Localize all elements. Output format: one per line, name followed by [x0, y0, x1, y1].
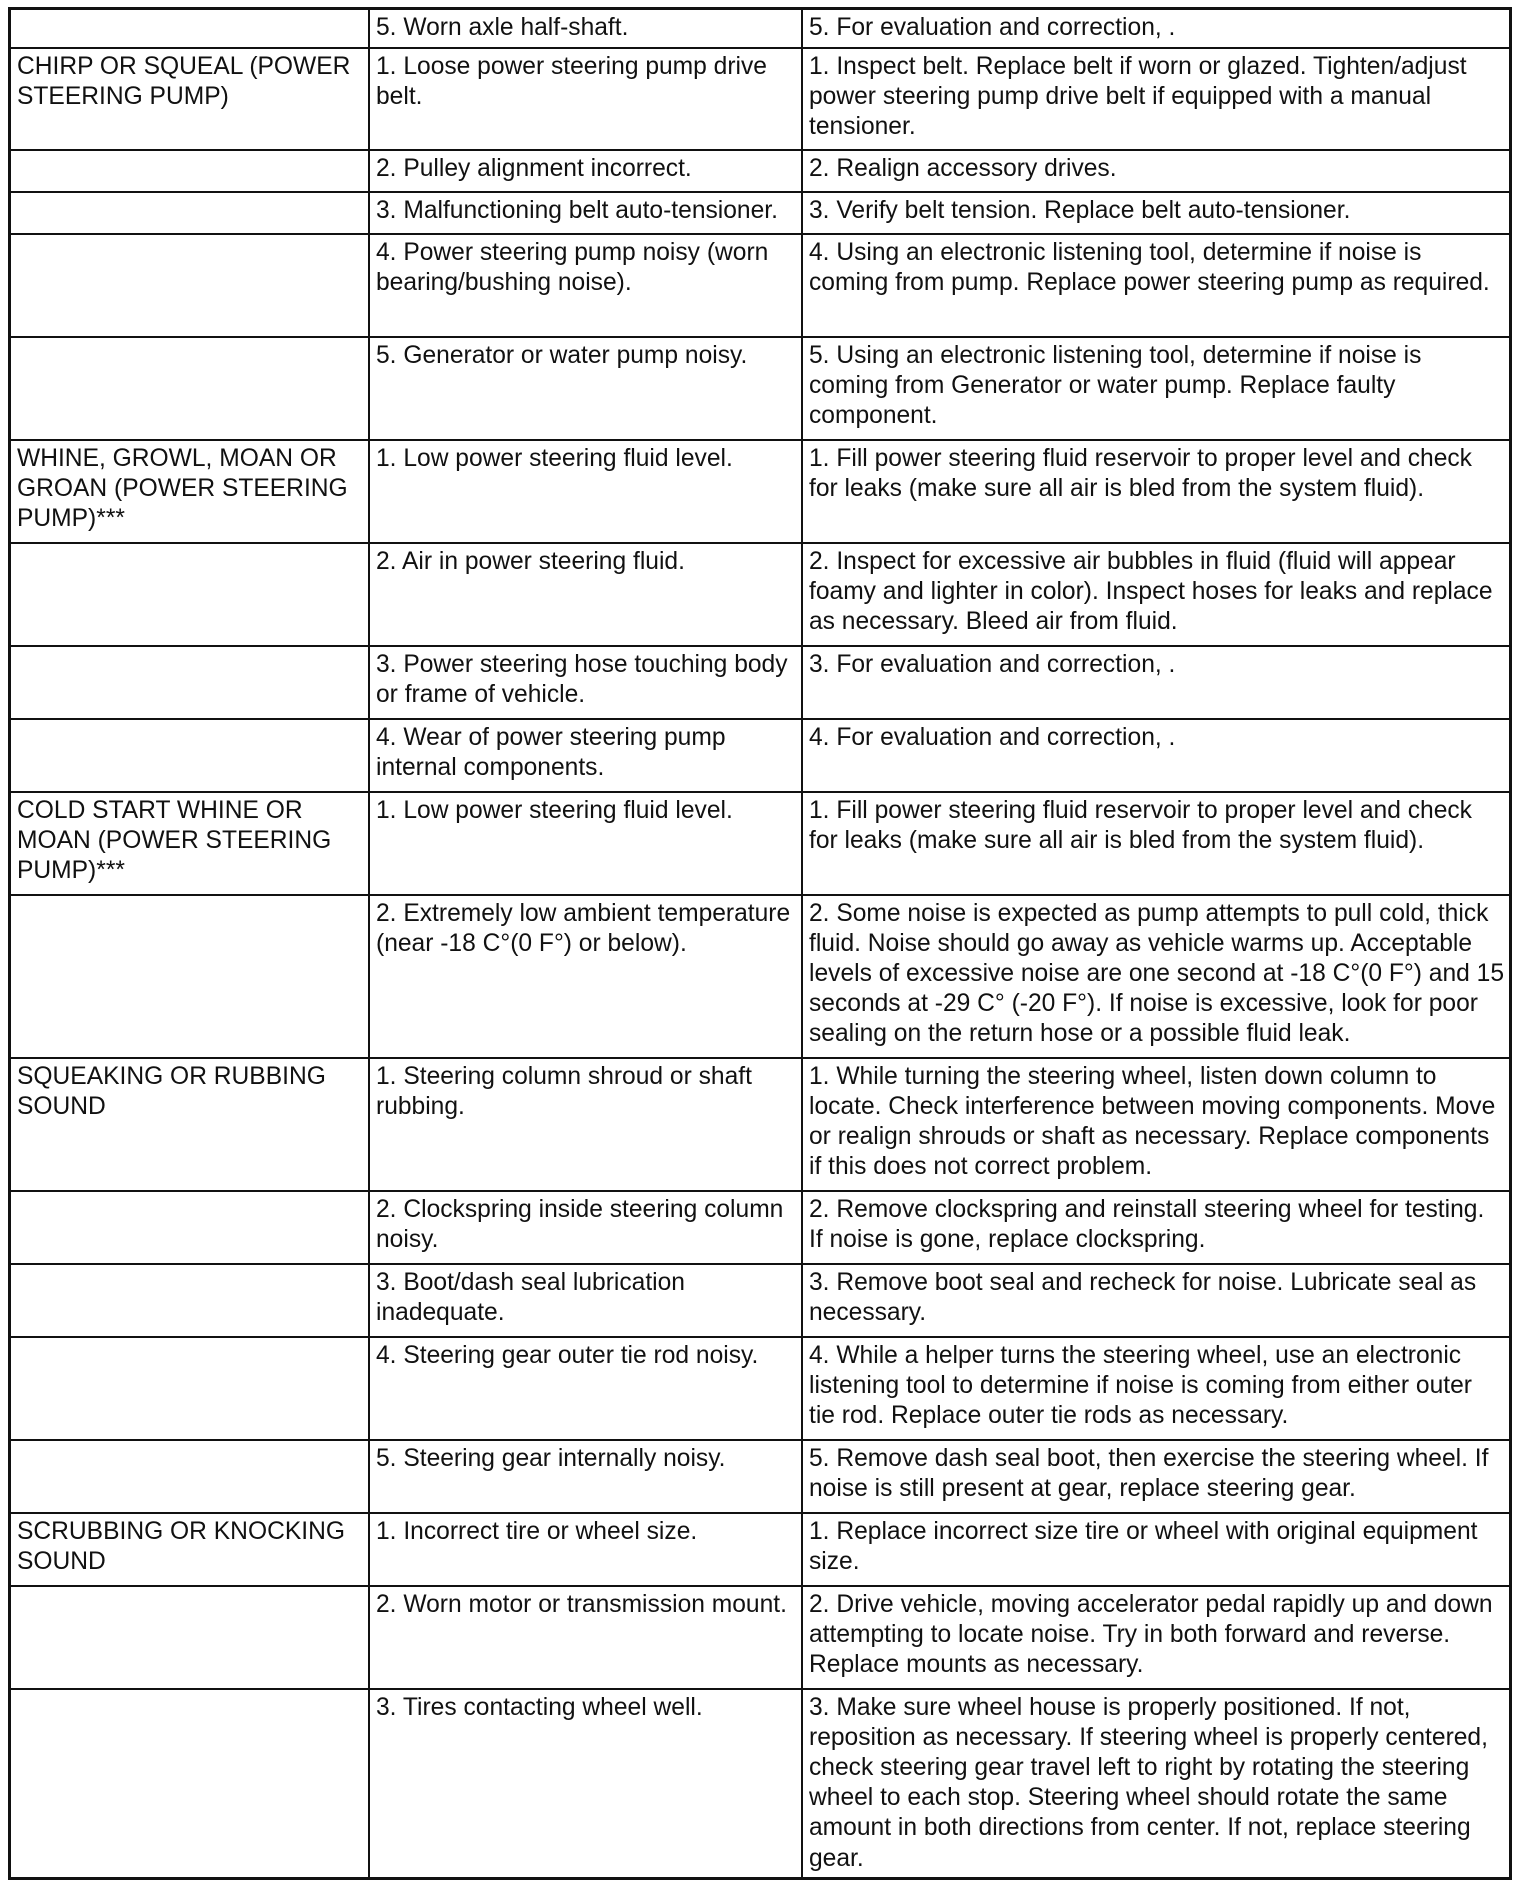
- cause-cell: 4. Steering gear outer tie rod noisy.: [369, 1337, 802, 1440]
- table-row: [10, 1191, 1511, 1264]
- table-row: [10, 150, 1511, 192]
- table-row: [10, 1689, 1511, 1879]
- cause-cell: 2. Worn motor or transmission mount.: [369, 1586, 802, 1689]
- table-row: [10, 337, 1511, 440]
- condition-cell: [10, 1337, 370, 1440]
- correction-cell: 5. Using an electronic listening tool, determine if noise is coming from Generator or water pump. Replace faulty component.: [802, 337, 1511, 440]
- correction-cell: 1. While turning the steering wheel, listen down column to locate. Check interference between moving components. Move or realign shrouds or shaft as necessary. Replace components if this does not correct problem.: [802, 1058, 1511, 1191]
- cause-cell: 4. Power steering pump noisy (worn bearing/bushing noise).: [369, 234, 802, 337]
- cause-cell: 2. Pulley alignment incorrect.: [369, 150, 802, 192]
- table-row: [10, 48, 1511, 150]
- table-row: [10, 1586, 1511, 1689]
- condition-cell: [10, 895, 370, 1058]
- condition-cell: WHINE, GROWL, MOAN OR GROAN (POWER STEERING PUMP)***: [10, 440, 370, 543]
- correction-cell: 1. Inspect belt. Replace belt if worn or glazed. Tighten/adjust power steering pump drive belt if equipped with a manual tensioner.: [802, 48, 1511, 150]
- correction-cell: 1. Replace incorrect size tire or wheel with original equipment size.: [802, 1513, 1511, 1586]
- correction-cell: 3. Make sure wheel house is properly positioned. If not, reposition as necessary. If steering wheel is properly centered, check steering gear travel left to right by rotating the steering wheel to each stop. Steering wheel should rotate the same amount in both directions from center. If not, replace steering gear.: [802, 1689, 1511, 1879]
- condition-cell: [10, 1689, 370, 1879]
- condition-cell: [10, 150, 370, 192]
- cause-cell: 1. Steering column shroud or shaft rubbing.: [369, 1058, 802, 1191]
- table-row: [10, 1440, 1511, 1513]
- condition-cell: [10, 234, 370, 337]
- correction-cell: 2. Inspect for excessive air bubbles in fluid (fluid will appear foamy and lighter in color). Inspect hoses for leaks and replace as necessary. Bleed air from fluid.: [802, 543, 1511, 646]
- correction-cell: 1. Fill power steering fluid reservoir to proper level and check for leaks (make sure all air is bled from the system fluid).: [802, 792, 1511, 895]
- table-row: [10, 1058, 1511, 1191]
- correction-cell: 4. While a helper turns the steering wheel, use an electronic listening tool to determine if noise is coming from either outer tie rod. Replace outer tie rods as necessary.: [802, 1337, 1511, 1440]
- table-body: [10, 9, 1511, 1879]
- cause-cell: 2. Clockspring inside steering column noisy.: [369, 1191, 802, 1264]
- table-row: [10, 646, 1511, 719]
- condition-cell: SQUEAKING OR RUBBING SOUND: [10, 1058, 370, 1191]
- cause-cell: 5. Worn axle half-shaft.: [369, 9, 802, 48]
- condition-cell: [10, 1586, 370, 1689]
- table-row: [10, 234, 1511, 337]
- condition-cell: COLD START WHINE OR MOAN (POWER STEERING PUMP)***: [10, 792, 370, 895]
- cause-cell: 3. Tires contacting wheel well.: [369, 1689, 802, 1879]
- table-row: [10, 192, 1511, 234]
- condition-cell: [10, 719, 370, 792]
- table-row: [10, 1513, 1511, 1586]
- diagnosis-table: [8, 7, 1512, 1880]
- condition-cell: CHIRP OR SQUEAL (POWER STEERING PUMP): [10, 48, 370, 150]
- condition-cell: [10, 1440, 370, 1513]
- table-row: [10, 9, 1511, 48]
- table-row: [10, 543, 1511, 646]
- correction-cell: 1. Fill power steering fluid reservoir to proper level and check for leaks (make sure all air is bled from the system fluid).: [802, 440, 1511, 543]
- table-row: [10, 792, 1511, 895]
- correction-cell: 2. Remove clockspring and reinstall steering wheel for testing. If noise is gone, replace clockspring.: [802, 1191, 1511, 1264]
- condition-cell: [10, 337, 370, 440]
- cause-cell: 1. Low power steering fluid level.: [369, 792, 802, 895]
- cause-cell: 3. Power steering hose touching body or frame of vehicle.: [369, 646, 802, 719]
- cause-cell: 2. Extremely low ambient temperature (near -18 C°(0 F°) or below).: [369, 895, 802, 1058]
- cause-cell: 2. Air in power steering fluid.: [369, 543, 802, 646]
- correction-cell: 2. Some noise is expected as pump attempts to pull cold, thick fluid. Noise should go away as vehicle warms up. Acceptable levels of excessive noise are one second at -18 C°(0 F°) and 15 seconds at -29 C° (-20 F°). If noise is excessive, look for poor sealing on the return hose or a possible fluid leak.: [802, 895, 1511, 1058]
- condition-cell: [10, 9, 370, 48]
- cause-cell: 5. Steering gear internally noisy.: [369, 1440, 802, 1513]
- cause-cell: 5. Generator or water pump noisy.: [369, 337, 802, 440]
- table-row: [10, 1264, 1511, 1337]
- correction-cell: 3. For evaluation and correction, .: [802, 646, 1511, 719]
- table-row: [10, 719, 1511, 792]
- condition-cell: [10, 1264, 370, 1337]
- correction-cell: 4. For evaluation and correction, .: [802, 719, 1511, 792]
- condition-cell: [10, 1191, 370, 1264]
- table-row: [10, 1337, 1511, 1440]
- condition-cell: SCRUBBING OR KNOCKING SOUND: [10, 1513, 370, 1586]
- correction-cell: 4. Using an electronic listening tool, determine if noise is coming from pump. Replace power steering pump as required.: [802, 234, 1511, 337]
- correction-cell: 2. Realign accessory drives.: [802, 150, 1511, 192]
- condition-cell: [10, 192, 370, 234]
- cause-cell: 4. Wear of power steering pump internal components.: [369, 719, 802, 792]
- correction-cell: 2. Drive vehicle, moving accelerator pedal rapidly up and down attempting to locate noise. Try in both forward and reverse. Replace mounts as necessary.: [802, 1586, 1511, 1689]
- table-row: [10, 440, 1511, 543]
- cause-cell: 3. Boot/dash seal lubrication inadequate.: [369, 1264, 802, 1337]
- correction-cell: 3. Remove boot seal and recheck for noise. Lubricate seal as necessary.: [802, 1264, 1511, 1337]
- cause-cell: 1. Low power steering fluid level.: [369, 440, 802, 543]
- cause-cell: 1. Incorrect tire or wheel size.: [369, 1513, 802, 1586]
- correction-cell: 5. Remove dash seal boot, then exercise the steering wheel. If noise is still present at gear, replace steering gear.: [802, 1440, 1511, 1513]
- cause-cell: 1. Loose power steering pump drive belt.: [369, 48, 802, 150]
- correction-cell: 5. For evaluation and correction, .: [802, 9, 1511, 48]
- correction-cell: 3. Verify belt tension. Replace belt auto-tensioner.: [802, 192, 1511, 234]
- table-row: [10, 895, 1511, 1058]
- condition-cell: [10, 543, 370, 646]
- document-page: [8, 7, 1512, 1880]
- condition-cell: [10, 646, 370, 719]
- cause-cell: 3. Malfunctioning belt auto-tensioner.: [369, 192, 802, 234]
